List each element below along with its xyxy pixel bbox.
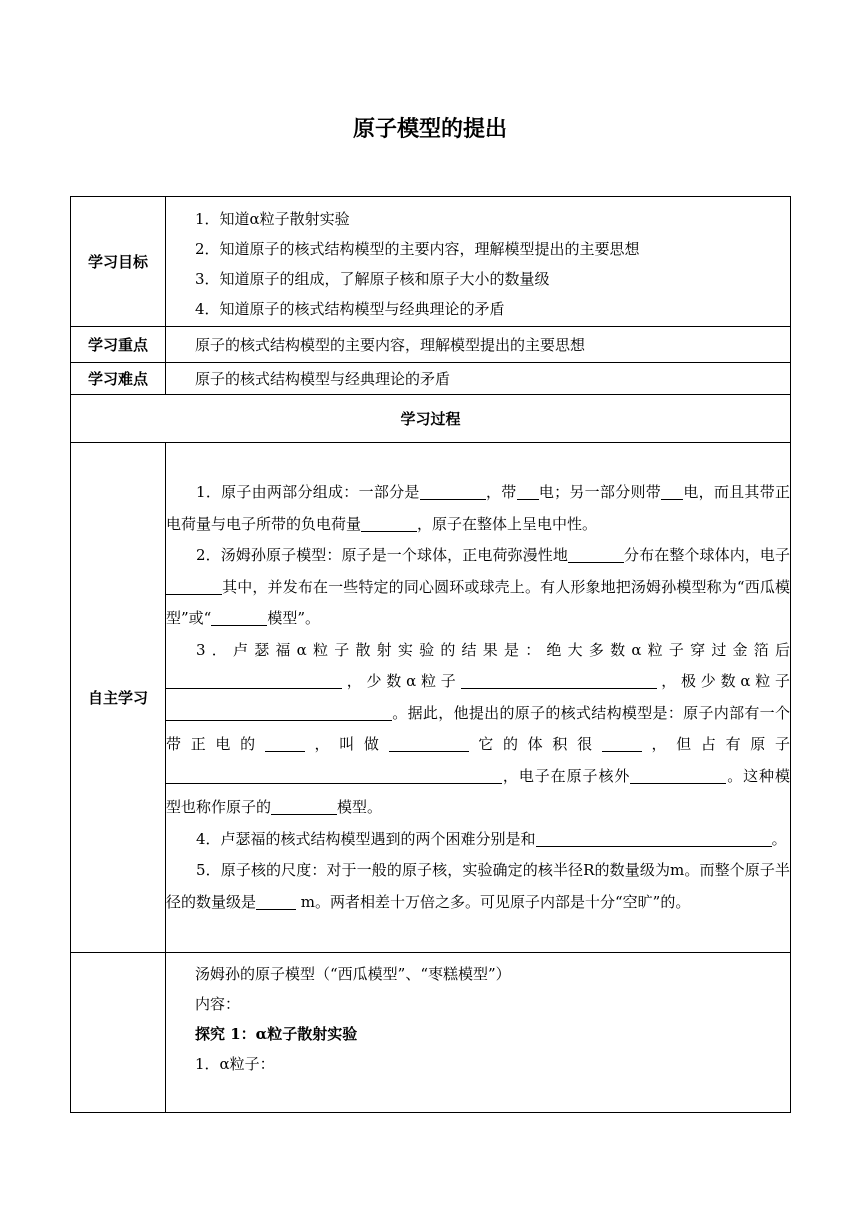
objective-item: 2．知道原子的核式结构模型的主要内容，理解模型提出的主要思想: [195, 239, 640, 258]
key-points-label: 学习重点: [71, 327, 166, 363]
objective-item: 4．知道原子的核式结构模型与经典理论的矛盾: [195, 299, 505, 318]
answer-blank[interactable]: [166, 766, 502, 784]
objectives-label: 学习目标: [71, 197, 166, 327]
answer-blank[interactable]: [166, 671, 342, 689]
study-table: [70, 196, 791, 1113]
self-study-row: [71, 443, 791, 953]
inquiry-row: [71, 953, 791, 1113]
objective-item: 1．知道α粒子散射实验: [195, 209, 350, 228]
process-header-row: [71, 395, 791, 443]
objective-item: 3．知道原子的组成，了解原子核和原子大小的数量级: [195, 269, 550, 288]
inquiry-line: 汤姆孙的原子模型（“西瓜模型”、“枣糕模型”）: [195, 965, 511, 983]
difficulties-row: [71, 363, 791, 395]
answer-blank[interactable]: [568, 545, 624, 563]
inquiry-line: 内容：: [195, 995, 241, 1013]
answer-blank[interactable]: [661, 482, 683, 500]
question-4: 4．卢瑟福的核式结构模型遇到的两个困难分别是和 。: [196, 829, 787, 848]
answer-blank[interactable]: [256, 892, 296, 910]
key-points-row: [71, 327, 791, 363]
question-1: 1．原子由两部分组成：一部分是 ，带 电；另一部分则带 电，而且其带正电荷量与电子所带的负电荷量 ，原子在整体上呈电中性。: [166, 483, 790, 533]
answer-blank[interactable]: [271, 797, 337, 815]
page-title: 原子模型的提出: [352, 117, 507, 142]
answer-blank[interactable]: [630, 766, 726, 784]
answer-blank[interactable]: [166, 703, 392, 721]
difficulties-label: 学习难点: [71, 363, 166, 395]
answer-blank[interactable]: [389, 734, 469, 752]
question-2: 2．汤姆孙原子模型：原子是一个球体，正电荷弥漫性地 分布在整个球体内，电子其中，并发布在一些特定的同心圆环或球壳上。有人形象地把汤姆孙模型称为“西瓜模型”或“ 模型”。: [166, 546, 790, 627]
objectives-row: [71, 197, 791, 327]
key-points-text: 原子的核式结构模型的主要内容，理解模型提出的主要思想: [195, 335, 586, 354]
process-header: 学习过程: [71, 395, 791, 443]
inquiry-heading: 探究 1：α粒子散射实验: [195, 1025, 358, 1043]
inquiry-label: [71, 953, 166, 1113]
objectives-content: [166, 197, 791, 327]
answer-blank[interactable]: [420, 482, 486, 500]
difficulties-text: 原子的核式结构模型与经典理论的矛盾: [195, 369, 451, 388]
question-5: 5．原子核的尺度：对于一般的原子核，实验确定的核半径R的数量级为m。而整个原子半径的数量级是 m。两者相差十万倍之多。可见原子内部是十分“空旷”的。: [166, 861, 790, 911]
answer-blank[interactable]: [536, 829, 772, 847]
answer-blank[interactable]: [211, 608, 267, 626]
answer-blank[interactable]: [517, 482, 539, 500]
answer-blank[interactable]: [166, 577, 222, 595]
inquiry-line: 1．α粒子：: [195, 1055, 275, 1073]
inquiry-content: [166, 953, 791, 1113]
answer-blank[interactable]: [461, 671, 657, 689]
answer-blank[interactable]: [361, 514, 417, 532]
answer-blank[interactable]: [265, 734, 305, 752]
self-study-content: [166, 443, 791, 953]
answer-blank[interactable]: [602, 734, 642, 752]
self-study-label: 自主学习: [71, 443, 166, 953]
question-3: 3．卢瑟福α粒子散射实验的结果是：绝大多数α粒子穿过金箔后，少数α粒子 ，极少数α粒子。据此，他提出的原子的核式结构模型是：原子内部有一个带正电的 ，叫做 它的体积很 ，但占有原子，电子在原子核外 。这种模型也称作原子的 模型。: [166, 640, 790, 816]
